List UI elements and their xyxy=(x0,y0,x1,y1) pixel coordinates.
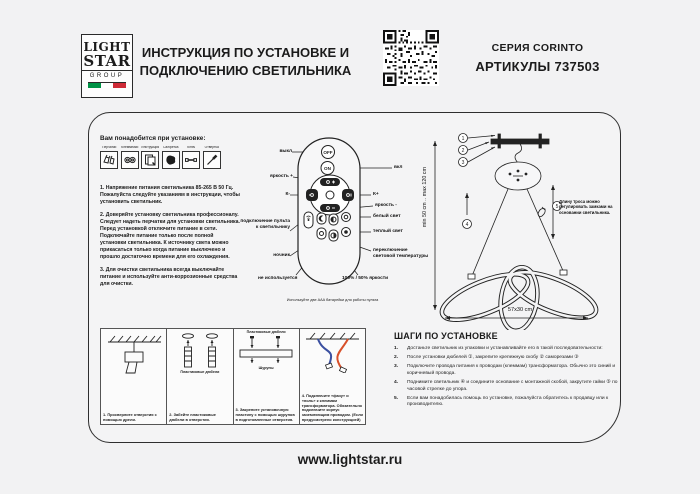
screwdriver-icon xyxy=(205,153,219,167)
logo-text-star: STAR xyxy=(83,52,131,70)
page-title xyxy=(138,44,353,79)
warnings-column xyxy=(100,185,240,294)
wires-icon xyxy=(302,331,362,373)
panel-plate-caption-top: Пластиковые дюбели xyxy=(246,330,286,334)
label-brightness-up: яркость + xyxy=(269,174,293,179)
night-light-button xyxy=(317,228,326,239)
articles-label: АРТИКУЛЫ 737503 xyxy=(475,59,600,74)
mounting-plate-icon xyxy=(236,335,296,367)
k-minus-button xyxy=(306,189,318,201)
brightness-up-button xyxy=(320,178,340,186)
terminal-blocks-icon xyxy=(123,153,137,167)
installation-panels xyxy=(100,328,366,425)
italian-flag-stripe xyxy=(88,82,126,88)
website-url: www.lightstar.ru xyxy=(297,452,403,467)
white-light-button xyxy=(342,213,351,222)
step-1: 1. Достаньте светильник из упаковки и устанавливайте его в такой последовательности: xyxy=(394,346,603,351)
off-button-label: OFF xyxy=(323,149,333,155)
warning-1: 1. Напряжение питания светильника 85-265 В 50 Гц. Пожалуйста следуйте указаниям в инструкции, чтобы установить светильник. xyxy=(100,185,240,205)
on-button-label: ON xyxy=(324,165,331,171)
panel-dowels-caption: Пластиковые дюбели xyxy=(180,370,220,374)
label-k-minus: К- xyxy=(285,192,290,197)
tool-manual: Инструкция xyxy=(141,146,160,169)
callout-2: 2 xyxy=(461,148,465,154)
steps-list xyxy=(394,346,622,409)
label-temp-switch: переключение световой температуры xyxy=(373,248,429,259)
steps-heading: ШАГИ ПО УСТАНОВКЕ xyxy=(394,331,498,341)
panel-dowels xyxy=(166,328,233,425)
page-title-line1: ИНСТРУКЦИЯ ПО УСТАНОВКЕ И xyxy=(141,45,350,60)
panel-wiring xyxy=(299,328,366,425)
callout-1: 1 xyxy=(461,136,465,142)
tool-cloth: Салфетка xyxy=(162,146,181,169)
tool-bolt: Ключ xyxy=(182,146,201,169)
tools-row xyxy=(100,146,221,169)
night-mode-button xyxy=(317,213,326,224)
label-pair: подключение пульта к светильнику xyxy=(240,219,290,230)
label-night: ночник xyxy=(273,253,290,258)
logo-text-group: GROUP xyxy=(89,73,125,79)
panel-plate-caption-bottom: Шурупы xyxy=(258,365,274,370)
label-half-brightness: 100% / 50% яркости xyxy=(342,276,389,281)
step-4: 4. Поднимите светильник ④ и соедините основание с монтажной скобой, закрутите гайки ⑤ по часовой стрелке до упора. xyxy=(394,379,618,392)
step-2: 2. После установки дюбелей ①, закрепите крепежную скобу ② саморезами ③ xyxy=(394,355,579,361)
panel-plate-text: 3. Закрепите установочную пластину с помощью шурупов в подготовленные отверстия. xyxy=(235,407,295,423)
lamp-drawing xyxy=(425,115,622,330)
brightness-down-button xyxy=(320,204,340,212)
callout-5: 5 xyxy=(555,204,559,210)
cloth-icon xyxy=(164,153,178,167)
label-off: выкл xyxy=(279,149,292,154)
k-plus-button xyxy=(342,189,354,201)
tool-gloves: Перчатки xyxy=(100,146,119,169)
height-dimension-label: min 50 cm .. max 120 cm xyxy=(422,167,428,228)
step-3: 3. Подключите провода питания к проводам (клеммам) трансформатора. Обычно это синий и коричневый провода. xyxy=(394,364,616,376)
battery-note: Используйте две AAA батарейки для работы пульта xyxy=(286,298,379,302)
label-warm-light: теплый свет xyxy=(373,229,403,234)
step-5: 5. Если вам понадобилась помощь по установке, пожалуйста обратитесь к продавцу или к производителю. xyxy=(394,395,609,408)
logo-text-light: LIGHT xyxy=(83,40,131,54)
dpad-center xyxy=(326,191,334,199)
tool-terminals: Клеммники xyxy=(121,146,140,169)
callout-3: 3 xyxy=(461,160,465,166)
remote-control-diagram xyxy=(230,135,435,310)
warning-3: 3. Для очистки светильника всегда выключайте питание и используйте анти-коррозионные средства для очистки. xyxy=(100,266,238,287)
label-brightness-down: яркость - xyxy=(375,203,397,208)
label-on: вкл xyxy=(394,165,403,170)
cable-adjust-note: Длину троса можно регулировать замками на основании светильника. xyxy=(559,199,613,215)
series-block xyxy=(450,42,625,74)
installation-steps xyxy=(394,331,622,411)
gloves-icon xyxy=(102,153,116,167)
tool-screwdriver: Отвертка xyxy=(203,146,222,169)
panel-dowels-text: 2. Забейте пластиковые дюбели в отверстия. xyxy=(169,412,216,423)
panel-drill xyxy=(100,328,167,425)
panel-wiring-text: 4. Подключите «фазу» и «ноль» к клеммам трансформатора. Обязательно подключите корпус заземляющим проводом. (Если предусмотрено конструкцией) xyxy=(301,392,363,423)
qr-code-icon xyxy=(383,30,439,86)
label-unused: не используется xyxy=(258,276,298,281)
dowels-icon xyxy=(170,331,230,371)
tools-heading: Вам понадобится при установке: xyxy=(100,135,206,142)
warning-2: 2. Доверяйте установку светильника профессионалу. Следует надеть перчатки для установки светильника. Перед установкой отключите питание в сети. Подключайте питание только после полной установки светильника. К источнику света можно прикасаться только когда питание выключено и прошло достаточно времени для его охлаждения. xyxy=(100,211,240,260)
panel-drill-text: 1. Просверлите отверстия с помощью дрели. xyxy=(103,412,157,423)
warm-light-icon xyxy=(344,230,348,234)
page-title-line2: ПОДКЛЮЧЕНИЮ СВЕТИЛЬНИКА xyxy=(139,62,352,78)
label-k-plus: К+ xyxy=(373,192,379,197)
callout-4: 4 xyxy=(465,222,469,228)
lamp-installation-diagram xyxy=(422,115,622,330)
instruction-icon xyxy=(143,153,157,167)
width-dimension-label: 57x30 cm xyxy=(507,307,533,313)
drill-icon xyxy=(104,331,164,379)
panel-plate xyxy=(233,328,300,425)
label-white-light: белый свет xyxy=(373,214,401,219)
lightstar-logo xyxy=(81,34,133,98)
series-label: СЕРИЯ CORINTO xyxy=(491,42,584,54)
bolt-icon xyxy=(184,153,198,167)
